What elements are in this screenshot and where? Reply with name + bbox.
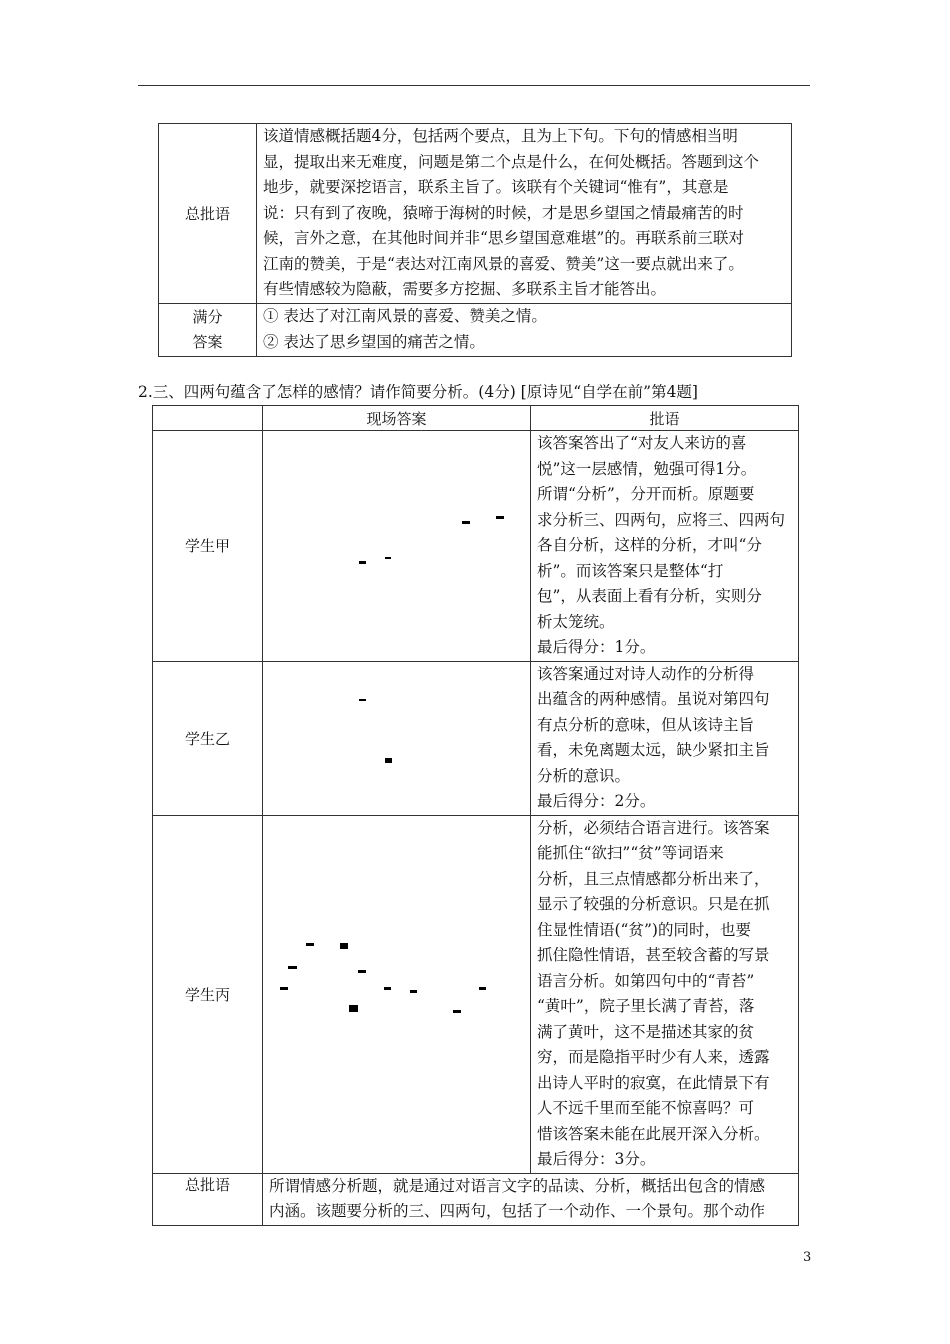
table-row-summary [153, 1173, 799, 1225]
header-rule [138, 85, 810, 86]
header-answer: 现场答案 [263, 406, 531, 431]
full-score-answers: ① 表达了对江南风景的喜爱、赞美之情。 ② 表达了思乡望国的痛苦之情。 [257, 303, 792, 356]
table-row [153, 815, 799, 1173]
summary-label: 总批语 [159, 124, 257, 304]
student-answer-image [263, 431, 531, 662]
full-score-label: 满分 答案 [159, 303, 257, 356]
table-row [153, 431, 799, 662]
student-name: 学生丙 [153, 815, 263, 1173]
grading-table-2 [152, 405, 799, 1226]
header-empty [153, 406, 263, 431]
page-number: 3 [803, 1250, 812, 1265]
header-comment: 批语 [531, 406, 799, 431]
table-row [153, 661, 799, 815]
summary-label: 总批语 [153, 1173, 263, 1225]
summary-text: 所谓情感分析题，就是通过对语言文字的品读、分析，概括出包含的情感 内涵。该题要分析的三、四两句，包括了一个动作、一个景句。那个动作 [263, 1173, 799, 1225]
comment: 分析，必须结合语言进行。该答案 能抓住“欲扫”“贫”等词语来 分析，且三点情感都分析出来了， 显示了较强的分析意识。只是在抓 住显性情语(“贫”)的同时，也要 抓住隐性情语，甚至较含蓄的写景 语言分析。如第四句中的“青苔” “黄叶”，院子里长满了青苔，落 满了黄叶，这不是描述其家的贫 穷，而是隐指平时少有人来，透露 出诗人平时的寂寞，在此情景下有 人不远千里而至能不惊喜吗？可 惜该答案未能在此展开深入分析。 最后得分：3分。 [531, 815, 799, 1173]
question-text: 2.三、四两句蕴含了怎样的感情？请作简要分析。(4分) [原诗见“自学在前”第4题] [138, 383, 698, 401]
comment: 该答案通过对诗人动作的分析得 出蕴含的两种感情。虽说对第四句 有点分析的意味，但从该诗主旨 看，未免离题太远，缺少紧扣主旨 分析的意识。 最后得分：2分。 [531, 661, 799, 815]
summary-table-1 [158, 123, 792, 357]
summary-text: 该道情感概括题4分，包括两个要点，且为上下句。下句的情感相当明 显，提取出来无难度，问题是第二个点是什么，在何处概括。答题到这个 地步，就要深挖语言，联系主旨了。该联有个关键词“惟有”，其意是 说：只有到了夜晚，猿啼于海树的时候，才是思乡望国之情最痛苦的时 候，言外之意，在其他时间并非“思乡望国意难堪”的。再联系前三联对 江南的赞美，于是“表达对江南风景的喜爱、赞美”这一要点就出来了。 有些情感较为隐蔽，需要多方挖掘、多联系主旨才能答出。 [257, 124, 792, 304]
student-name: 学生乙 [153, 661, 263, 815]
comment: 该答案答出了“对友人来访的喜 悦”这一层感情，勉强可得1分。 所谓“分析”，分开而析。原题要 求分析三、四两句，应将三、四两句 各自分析，这样的分析，才叫“分 析”。而该答案只是整体“打 包”，从表面上看有分析，实则分 析太笼统。 最后得分：1分。 [531, 431, 799, 662]
student-answer-image [263, 661, 531, 815]
student-answer-image [263, 815, 531, 1173]
student-name: 学生甲 [153, 431, 263, 662]
